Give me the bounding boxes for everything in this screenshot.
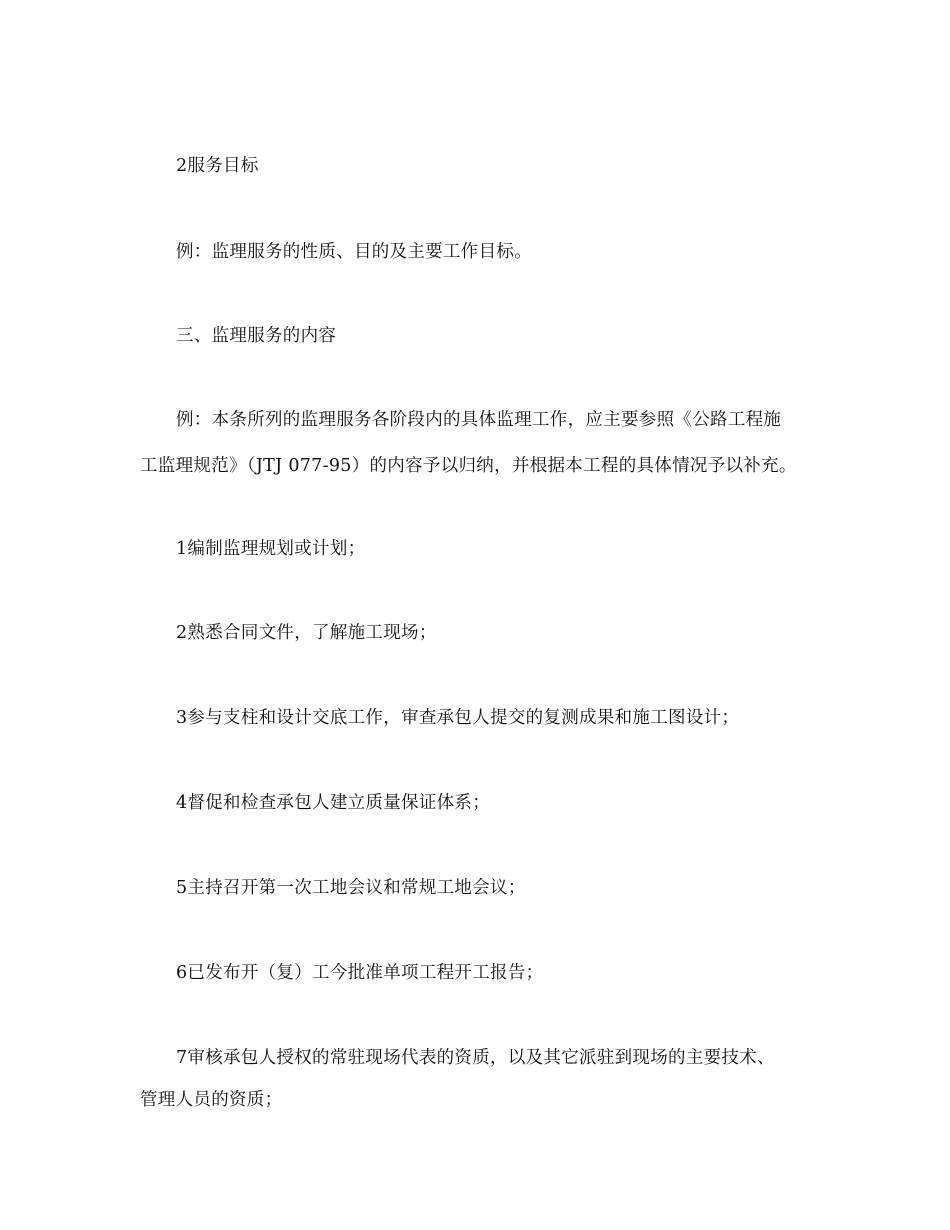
list-item-7 (140, 1040, 830, 1119)
paragraph-example-goal (140, 234, 830, 271)
list-item-1 (140, 531, 830, 568)
list-item-6 (140, 955, 830, 992)
paragraph-line: 5主持召开第一次工地会议和常规工地会议； (176, 878, 526, 898)
paragraph-line: 管理人员的资质； (140, 1090, 283, 1110)
list-item-4 (140, 785, 830, 822)
heading-service-content (140, 318, 830, 355)
paragraph-line: 6已发布开（复）工今批准单项工程开工报告； (176, 963, 544, 983)
list-item-3 (140, 700, 830, 737)
heading-service-goal (140, 148, 830, 185)
paragraph-line: 4督促和检查承包人建立质量保证体系； (176, 793, 491, 813)
paragraph-line: 1编制监理规划或计划； (176, 539, 366, 559)
list-item-5 (140, 870, 830, 907)
paragraph-example-content (140, 402, 830, 485)
paragraph-line: 7审核承包人授权的常驻现场代表的资质，以及其它派驻到现场的主要技术、 (176, 1048, 775, 1068)
paragraph-line: 三、监理服务的内容 (176, 326, 337, 346)
paragraph-line: 3参与支柱和设计交底工作，审查承包人提交的复测成果和施工图设计； (176, 708, 740, 728)
paragraph-line: 例：监理服务的性质、目的及主要工作目标。 (176, 242, 532, 262)
paragraph-line: 例：本条所列的监理服务各阶段内的具体监理工作，应主要参照《公路工程施 (176, 410, 782, 430)
paragraph-line: 工监理规范》（JTJ 077-95）的内容予以归纳，并根据本工程的具体情况予以补充。 (140, 456, 797, 476)
paragraph-line: 2服务目标 (176, 156, 259, 176)
paragraph-line: 2熟悉合同文件，了解施工现场； (176, 623, 437, 643)
list-item-2 (140, 615, 830, 652)
